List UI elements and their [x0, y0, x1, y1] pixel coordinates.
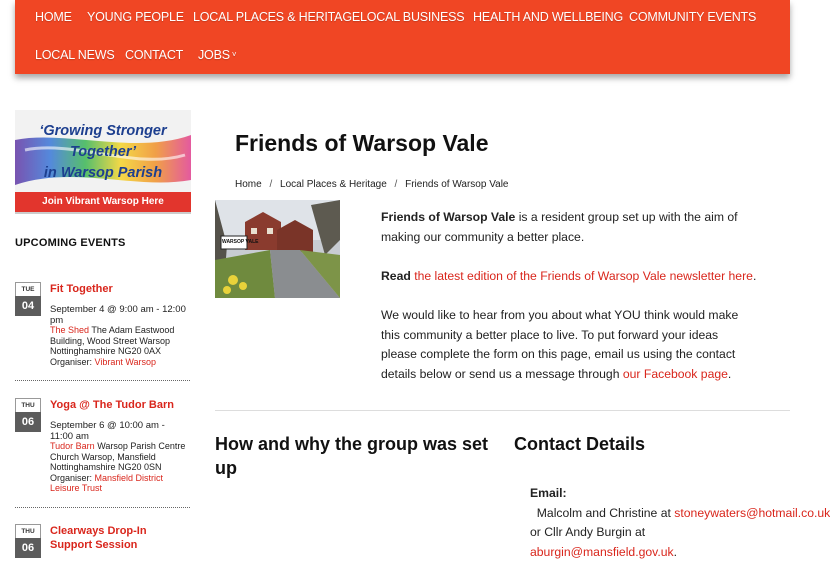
event-venue [50, 325, 190, 367]
chevron-down-icon: ˅ [231, 50, 237, 59]
organiser-link[interactable]: Vibrant Warsop [94, 356, 157, 367]
event-title-link[interactable]: Clearways Drop-In Support Session [50, 525, 147, 551]
breadcrumb-local-places[interactable]: Local Places & Heritage [280, 179, 387, 190]
photo-sign-text: WARSOP VALE [222, 239, 259, 245]
venue-link[interactable]: Tudor Barn [50, 441, 95, 451]
section-divider [215, 410, 790, 411]
feedback-end: . [727, 366, 732, 381]
event-day-number: 04 [15, 296, 41, 316]
nav-community-events[interactable]: COMMUNITY EVENTS [629, 10, 757, 24]
intro-bold: Friends of Warsop Vale [381, 210, 516, 224]
event-item [15, 282, 190, 372]
newsletter-paragraph [381, 267, 771, 287]
breadcrumb-current: Friends of Warsop Vale [405, 179, 509, 190]
organiser-label: Organiser: [50, 356, 95, 367]
event-date-badge [15, 524, 41, 558]
page-title: Friends of Warsop Vale [235, 130, 489, 156]
feedback-text: We would like to hear from you about what YOU think would make this community a better place to live. To put forward your ideas please complete the form on this page, email us using the contact details below or send us a message through [381, 308, 739, 381]
event-time: September 4 @ 9:00 am - 12:00 pm [50, 304, 186, 326]
nav-health-wellbeing[interactable]: HEALTH AND WELLBEING [473, 10, 623, 24]
breadcrumb-home[interactable]: Home [235, 179, 262, 190]
contact-details [530, 484, 830, 562]
main-navbar [15, 0, 790, 74]
organiser-link[interactable]: Mansfield District Leisure Trust [50, 472, 164, 493]
event-item [15, 398, 190, 498]
section-title-how-why: How and why the group was set up [215, 434, 489, 478]
venue-address: The Adam Eastwood Building, Wood Street Warsop Nottinghamshire NG20 0AX [50, 325, 175, 356]
breadcrumb-separator: / [394, 179, 398, 190]
event-weekday: THU [15, 398, 41, 412]
banner-line-1: ‘Growing Stronger [39, 123, 167, 139]
event-date-badge [15, 398, 41, 432]
facebook-link[interactable]: our Facebook page [622, 366, 728, 381]
email-label: Email: [530, 486, 567, 500]
email-text-1: Malcolm and Christine at [530, 505, 675, 520]
nav-contact[interactable]: CONTACT [125, 48, 184, 62]
nav-local-places-heritage[interactable]: LOCAL PLACES & HERITAGE [193, 10, 360, 24]
read-end: . [752, 269, 757, 283]
event-day-number: 06 [15, 412, 41, 432]
read-label: Read [381, 269, 411, 283]
nav-jobs[interactable] [198, 48, 236, 62]
nav-home[interactable]: HOME [35, 10, 72, 24]
email-link-stoneywaters[interactable]: stoneywaters@hotmail.co.uk [674, 505, 830, 520]
email-link-aburgin[interactable]: aburgin@mansfield.gov.uk [530, 544, 674, 559]
event-venue [50, 441, 190, 494]
nav-local-business[interactable]: LOCAL BUSINESS [360, 10, 465, 24]
event-date-badge [15, 282, 41, 316]
venue-address: Warsop Parish Centre Church Warsop, Mansfield Nottinghamshire NG20 0SN [50, 441, 186, 472]
event-weekday: TUE [15, 282, 41, 296]
newsletter-link[interactable]: the latest edition of the Friends of Warsop Vale newsletter here [414, 269, 753, 283]
upcoming-events-title: UPCOMING EVENTS [15, 237, 126, 249]
event-time: September 6 @ 10:00 am - 11:00 am [50, 420, 165, 442]
event-title-link[interactable]: Yoga @ The Tudor Barn [50, 399, 174, 411]
banner-cta: Join Vibrant Warsop Here [15, 192, 191, 212]
nav-local-news[interactable]: LOCAL NEWS [35, 48, 115, 62]
event-item [15, 524, 190, 554]
warsop-vale-photo [215, 200, 340, 298]
intro-paragraph [381, 208, 771, 247]
nav-jobs-label: JOBS [198, 48, 230, 62]
event-divider [15, 380, 190, 381]
email-end: . [673, 544, 677, 559]
organiser-label: Organiser: [50, 472, 95, 483]
vibrant-warsop-banner[interactable] [15, 110, 191, 214]
event-divider [15, 507, 190, 508]
email-text-2: or Cllr Andy Burgin at [530, 525, 646, 539]
banner-line-2: Together’ [69, 144, 137, 160]
event-day-number: 06 [15, 538, 41, 558]
banner-line-3: in Warsop Parish [43, 165, 163, 181]
nav-young-people[interactable]: YOUNG PEOPLE [87, 10, 184, 24]
event-title-link[interactable]: Fit Together [50, 283, 113, 295]
breadcrumb-separator: / [269, 179, 273, 190]
event-weekday: THU [15, 524, 41, 538]
feedback-paragraph [381, 306, 756, 384]
intro-text: is a resident group set up with the aim of making our community a better place. [381, 210, 738, 244]
breadcrumb [235, 179, 508, 190]
venue-link[interactable]: The Shed [50, 325, 90, 335]
section-title-contact: Contact Details [514, 434, 646, 454]
